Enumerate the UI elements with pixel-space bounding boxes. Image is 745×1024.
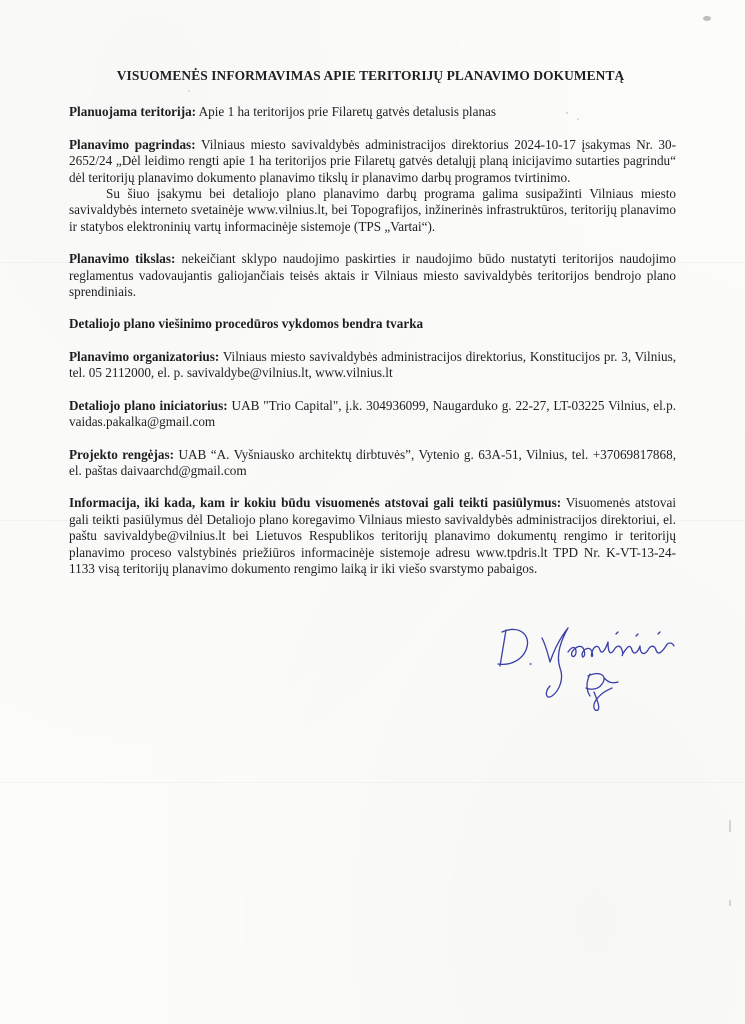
document-title: VISUOMENĖS INFORMAVIMAS APIE TERITORIJŲ PLANAVIMO DOKUMENTĄ — [116, 68, 625, 83]
paper-fold-line — [0, 782, 745, 783]
goal-paragraph — [69, 251, 676, 300]
territory-text: Apie 1 ha teritorijos prie Filaretų gatvės detalusis planas — [196, 104, 497, 120]
basis-label: Planavimo pagrindas: — [69, 136, 196, 152]
info-paragraph — [69, 495, 676, 577]
handwritten-signature — [490, 612, 700, 712]
scan-speck — [703, 16, 711, 21]
info-text: Visuomenės atstovai gali teikti pasiūlymus dėl Detaliojo plano koregavimo Vilniaus miesto savivaldybės administracijos direktoriui, el. paštu savivaldybe@vilnius.lt bei Lietuvos Respublikos teritorijų planavimo dokumentų rengimo ir teritorijų planavimo proceso valstybinės priežiūros informacinėje sistemoje adresu www.tpdris.lt TPD Nr. K-VT-13-24-1133 visą teritorijų planavimo dokumento rengimo laiką ir iki viešo svarstymo pabaigos. — [69, 495, 676, 576]
document-body — [69, 68, 676, 593]
developer-text: UAB “A. Vyšniausko architektų dirbtuvės”, Vytenio g. 63A-51, Vilnius, tel. +37069817868, el. paštas daivaarchd@gmail.com — [69, 446, 676, 478]
developer-paragraph — [69, 447, 676, 480]
organizer-label: Planavimo organizatorius: — [69, 348, 220, 364]
basis-followup-paragraph: Su šiuo įsakymu bei detaliojo plano planavimo darbų programa galima susipažinti Vilniaus miesto savivaldybės interneto svetainėje www.vilnius.lt, bei Topografijos, inžinerinės infrastruktūros, teritorijų planavimo ir statybos elektroninių vartų informacinėje sistemoje (TPS „Vartai“). — [69, 186, 676, 234]
goal-label: Planavimo tikslas: — [69, 251, 176, 267]
basis-text: Vilniaus miesto savivaldybės administracijos direktorius 2024-10-17 įsakymas Nr. 30-2652/24 „Dėl leidimo rengti apie 1 ha teritorijos prie Filaretų gatvės detalųjį planą inicijavimo sutarties pagrindu“ dėl teritorijų planavimo dokumento planavimo tikslų ir planavimo darbų programos tvirtinimo. — [69, 136, 677, 185]
organizer-paragraph — [69, 349, 676, 382]
scan-edge-mark — [729, 820, 731, 832]
scan-edge-mark — [729, 900, 731, 906]
initiator-paragraph — [69, 398, 676, 431]
initiator-text: UAB "Trio Capital", į.k. 304936099, Naugarduko g. 22-27, LT-03225 Vilnius, el.p. vaidas.pakalka@gmail.com — [69, 397, 676, 430]
info-label: Informacija, iki kada, kam ir kokiu būdu visuomenės atstovai gali teikti pasiūlymus: — [69, 495, 562, 511]
procedure-heading: Detaliojo plano viešinimo procedūros vykdomos bendra tvarka — [69, 316, 424, 332]
territory-paragraph — [69, 104, 676, 120]
organizer-text: Vilniaus miesto savivaldybės administracijos direktorius, Konstitucijos pr. 3, Vilnius, tel. 05 2112000, el. p. savivaldybe@vilnius.lt, www.vilnius.lt — [69, 348, 677, 381]
goal-text: nekeičiant sklypo naudojimo paskirties ir naudojimo būdo nustatyti teritorijos naudojimo reglamentus vadovaujantis galiojančiais teisės aktais ir Vilniaus miesto savivaldybės teritorijos bendrojo plano sprendiniais. — [69, 251, 676, 300]
basis-paragraph — [69, 137, 676, 186]
initiator-label: Detaliojo plano iniciatorius: — [69, 397, 228, 413]
developer-label: Projekto rengėjas: — [69, 446, 175, 462]
territory-label: Planuojama teritorija: — [69, 104, 197, 120]
